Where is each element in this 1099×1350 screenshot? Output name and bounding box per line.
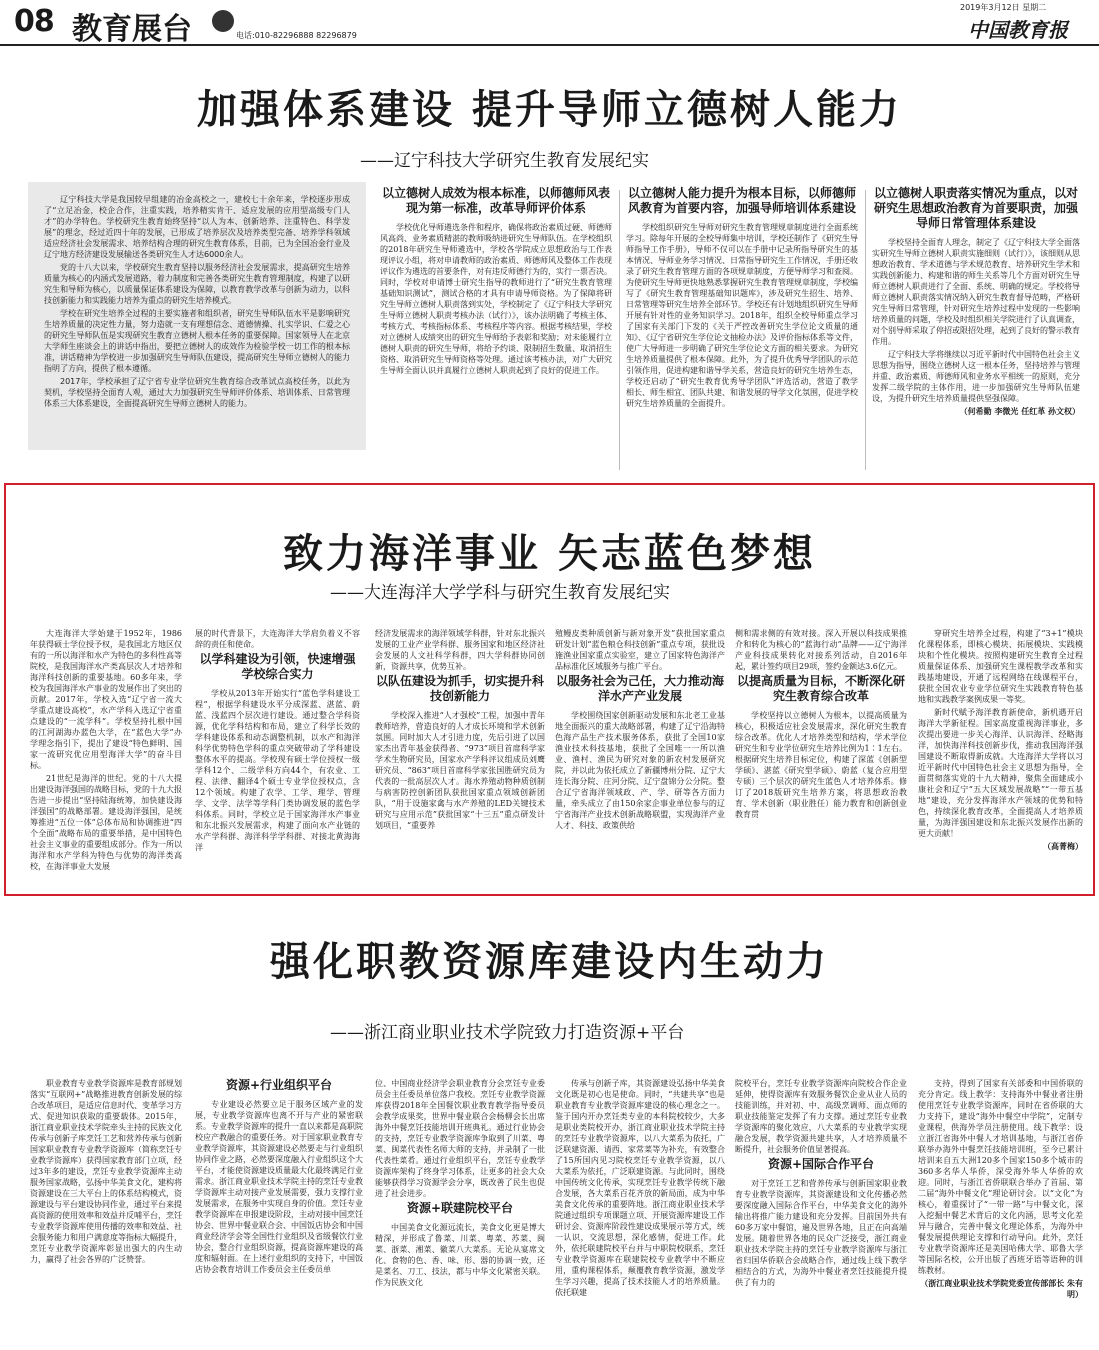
intro-paragraph: 学校在研究生培养全过程的主要实施者和组织者，研究生导师队伍水平是影响研究生培养质量的决定性力量，努力造就一支有理想信念、道德情操、扎实学识、仁爱之心的研究生导师队伍是实现研究生教育立德树人根本任务的重要保障。国家领导人在北京大学师生座谈会上的讲话中指出，要把立德树人的成效作为检验学校一切工作的根本标准，讲话精神为学校进一步加强研究生导师队伍建设，提高研究生导师立德树人的能力指明了方向，提供了根本遵循。 (44, 309, 350, 373)
column-paragraph: 辽宁科技大学将继续以习近平新时代中国特色社会主义思想为指导，围绕立德树人这一根本任务，坚持培养与管理并重、政治素质、师德师风和业务水平相统一的原则，充分发挥二级学院的主体作用，进一步加强研究生导师队伍建设，为提升研究生培养质量提供坚强保障。 (872, 350, 1080, 403)
column-paragraph: 院校平台，烹饪专业教学资源库向院校合作企业延伸，使得资源库有效服务餐饮企业从业人员的技能训练，并对初、中、高级烹调师、面点师的职业技能鉴定发挥了有力支撑。通过烹饪专业教学资源库的聚化效应，八大菜系的专业教学实现融合发展，教学资源共建共享，人才培养质量不断提升，社会服务价值显著提高。 (735, 1079, 907, 1154)
column-heading: 以服务社会为己任，大力推动海洋水产产业发展 (555, 674, 724, 703)
column-heading: 以队伍建设为抓手，切实提升科技创新能力 (375, 674, 544, 703)
column-paragraph: 穿研究生培养全过程，构建了“3+1”模块化课程体系，即核心模块、拓展模块、实践模块和个性化模块。按照构建研究生教育全过程质量保证体系、加强研究生课程教学改革和实践基地建设，开通了远程网络在线课程平台，获批全国农业专业学位研究生实践教育特色基地和实践教学案例成果一等奖。 (918, 629, 1083, 704)
article3-column (918, 1078, 1083, 1340)
phone-number: 电话:010-82296888 82296879 (236, 31, 357, 40)
column-heading: 以学科建设为引领，快速增强学校综合实力 (199, 652, 356, 681)
column-divider (619, 190, 620, 470)
column-paragraph: 大连海洋大学始建于1952年，1986年获得硕士学位授予权，是我国北方地区仅有的一所以海洋和水产为特色的多科性高等院校，是我国海洋水产类高层次人才培养和海洋科技创新的重要基地。60多年来，学校为我国海洋水产事业的发展作出了突出的贡献。2017年，学校入选“辽宁省一流大学重点建设高校”，水产学科入选辽宁省重点建设的“一流学科”。学校坚持扎根中国的江河湖海办蓝色大学，在“蓝色大学”办学理念指引下，提出了建设“特色鲜明、国家一流研究优应用型海洋大学”的奋斗目标。 (30, 629, 182, 770)
column-paragraph: 侧和需求侧的有效对接。深入开展以科技成果推介和转化为核心的“蓝海行动”品牌——辽宁海洋产业科技成果转化对接系列活动，自2016年起，累计签约项目29项，签约金额达3.6亿元。 (735, 629, 907, 671)
article3-column (195, 1078, 363, 1340)
article3-column (555, 1078, 725, 1340)
paper-name: 中国教育报 (968, 18, 1068, 42)
article2-column (30, 628, 182, 886)
column-heading: 资源+联建院校平台 (406, 1201, 514, 1215)
column-paragraph: 对于烹饪工艺和营养传承与创新国家职业教育专业教学资源库，其资源建设和文化传播必然要深度融入国际合作平台，中华美食文化的海外输出将推广能力建设和充分发挥。目前国外共有60多万家中餐馆，遍及世界各地，且正在向高端发展。随着世界各地的民众广泛接受，浙江商业职业技术学院主持的烹饪专业教学资源库与浙江省归国华侨联合会战略合作，通过线上线下教学相结合的方式，为海外中餐业者烹饪技能提升提供了有力的 (735, 1179, 907, 1287)
intro-paragraph: 党的十八大以来，学校研究生教育坚持以服务经济社会发展需求，提高研究生培养质量为核心的内涵式发展道路，着力制度和完善各类研究生教育管理制度，构建了以研究生和导师为核心，以质量保证体系建设为保障，以教育教学改革与创新为动力，以科技创新能力和实践能力培养为重点的研究生培养模式。 (44, 263, 350, 305)
article1-title: 加强体系建设 提升导师立德树人能力 (197, 87, 902, 133)
column-paragraph: 21世纪是海洋的世纪。党的十八大提出建设海洋强国的战略目标，党的十九大报告进一步提出“坚持陆海统筹，加快建设海洋强国”的战略部署。建设海洋强国，是统筹推进“五位一体”总体布局和协调推进“四个全面”战略布局的重要举措，是中国特色社会主义事业的重要组成部分。作为一所以海洋和水产学科为特色与优势的海洋类高校，在海洋事业大发展 (30, 774, 182, 871)
article2-column (918, 628, 1083, 886)
article1-subtitle: ——辽宁科技大学研究生教育发展纪实 (360, 151, 649, 171)
article2-column (375, 628, 545, 886)
column-paragraph: 学校坚持以立德树人为根本，以提高质量为核心，积极适应社会发展需求，深化研究生教育综合改革。优化人才培养类型和结构，学术学位研究生和专业学位研究生培养比例为1∶1左右。根据研究生培养目标定位，构建了深蓝《创新型学硕》、湛蓝《研究型学硕》、蔚蓝（复合应用型专硕）三个层次的研究生蓝色人才培养体系。修订了2018版研究生培养方案，将思想政治教育、学术创新（职业胜任）能力教育和创新创业教育贯 (735, 711, 907, 819)
issue-date: 2019年3月12日 星期二 (960, 3, 1047, 12)
column-paragraph: 学校优化导师遴选条件和程序，确保将政治素质过硬、师德师风高尚、业务素质精湛的教师吸纳进研究生导师队伍。在学校组织的2018年研究生导师遴选中，学校各学院成立思想政治与工作表现评议小组，将对申请教师的政治素质、师德师风及整体工作表现评议作为遴选的首要条件，对有违反师德行为的，实行一票否决。同时，学校对申请博士研究生指导的教师进行了“研究生教育管理基础知识测试”，测试合格的才具有申请导师资格。为了保障将研究生导师立德树人职责落到实处，学校制定了《辽宁科技大学研究生导师立德树人职责考核办法（试行）》，该办法明确了考核主体、考核方式、考核指标体系、考核程序等内容。根据考核结果，学校对立德树人成绩突出的研究生导师给予表彰和奖励；对未能履行立德树人职责的研究生导师，将给予约谈、限制招生数量、取消招生资格、取消研究生导师资格等处理。通过该考核办法，对广大研究生导师全面认识并真履行立德树人职责起到了良好的促进工作。 (380, 223, 612, 375)
article1-column (872, 186, 1080, 476)
article1-intro-box (28, 182, 366, 450)
article3-column (735, 1078, 907, 1340)
column-paragraph: 学校围绕国家创新驱动发展和东北老工业基地全面振兴的重大战略部署，构建了辽宁沿海特色海产品生产技术服务体系，获批了全国10家渔业技术科技基地，获批了全国唯一一所以渔业、渔村、渔民为研究对象的新农村发展研究院，并以此为依托成立了新疆博州分院、辽宁大连长海分院、庄河分院、辽宁盘锦分公分院。整合辽宁省海洋领域政、产、学、研等各方面力量，牵头成立了由150余家企事业单位参与的辽宁省海洋产业技术创新战略联盟，实现海洋产业人才、科技、政策供给 (555, 711, 725, 830)
article3-column (375, 1078, 545, 1340)
article2-column (555, 628, 725, 886)
column-paragraph: 位、中国商业经济学会职业教育分会烹饪专业委员会主任委员单位落户我校。烹饪专业教学资源库获得2018年全国餐饮职业教育教学指导委员会教学成果奖，世界中餐业联合会杨柳会长出席海外中餐烹饪技能培训开班典礼。通过行业协会的支持，烹饪专业教学资源库争取到了川菜、粤菜、闽菜代表性名师大师的支持，并录制了一批代表性菜肴。通过行业组织平台，烹饪专业教学资源库架构了终身学习体系，让更多的社会大众能够获得学习资源学会分享，既改善了民生也促进了社会进步。 (375, 1079, 545, 1198)
column-paragraph: 专业建设必然要立足于服务区域产业的发展，专业教学资源库也离不开与产业的紧密联系。专业教学资源库的提升一直以来都是高职院校应产教融合的重要任务。对于国家职业教育专业教学资源库，其资源建设必然要走与行业组织协同作业之路，必然要深度融入行业组织这个大平台，才能使资源建设质量最大化最终满足行业需求。浙江商业职业技术学院主持的烹饪专业教学资源库主动对接产业发展需要，强力支撑行业发展需求，在服务中实现自身的价值。烹饪专业教学资源库在申报建设阶段，主动对接中国烹饪协会、世界中餐业联合会、中国饭店协会和中国商业经济学会等全国性行业组织及省级餐饮行业协会，整合行业组织资源，提高资源库建设的高度和辐射面。在上述行业组织的支持下，中国饭店协会教育培训工作委员会主任委员单 (195, 1100, 363, 1274)
intro-paragraph: 2017年，学校承担了辽宁省专业学位研究生教育综合改革试点高校任务，以此为契机，学校坚持全面育人观，通过大力加强研究生导师评价体系、培训体系、日常管理体系三大体系建设，全面提高研究生导师立德树人的能力。 (44, 377, 350, 408)
article2-column (195, 628, 360, 886)
intro-paragraph: 辽宁科技大学是我国较早组建的冶金高校之一，建校七十余年来，学校逐步形成了“立足冶金，校企合作，注重实践，培养精实肯干、适应发展的应用型高级专门人才”的办学特色。学校研究生教育始终坚持“以人为本、创新培养、注重特色、科学发展”的理念，经过近四十年的发展，已形成了培养层次及培养类型完备、培养学科领域适应经济社会发展需求、培养结构合理的研究生教育体系，目前，已为全国冶金行业及辽宁地方经济建设发展输送各类研究生人才达6000余人。 (44, 195, 350, 259)
article3-subtitle: ——浙江商业职业技术学院致力打造资源+平台 (330, 1023, 685, 1043)
column-heading: 以立德树人成效为根本标准，以师德师风表现为第一标准，改革导师评价体系 (381, 186, 610, 215)
article2-column (735, 628, 907, 886)
column-heading: 资源+国际合作平台 (767, 1157, 875, 1171)
page-number: 08 (14, 4, 54, 39)
column-paragraph: 中国美食文化源远流长，美食文化更是博大精深，并形成了鲁菜、川菜、粤菜、苏菜、闽菜、浙菜、湘菜、徽菜八大菜系。无论从宴席文化、食物的色、香、味、形、器的协调一致，还是菜名、刀工、技法，都与中华文化紧密关联。作为民族文化 (375, 1223, 545, 1287)
article3-column (30, 1078, 182, 1340)
column-paragraph: 支持，得到了国家有关部委和中国侨联的充分肯定。线上教学：支持海外中餐业者注册使用烹饪专业教学资源库，同时在省侨联的大力支持下，建设“海外中餐空中学院”，定制专业课程，供海外学员注册使用。线下教学：设立浙江省海外中餐人才培训基地，与浙江省侨联举办海外中餐烹饪技能培训班，至今已累计培训来自五大洲120多个国家150多个城市的360多名华人华侨，深受海外华人华侨的欢迎。同时，与浙江省侨联联合举办了首届、第二届“海外中餐文化”理论研讨会。以“文化”为核心，着重探讨了“一带一路”与中餐文化，深入挖掘中餐艺术背后的文化内涵，思考文化差异与融合，完善中餐文化理论体系，为海外中餐发展提供理论支撑和行动导向。此外，烹饪专业教学资源库还是美国哈佛大学、耶鲁大学等国际名校，公开出版了西班牙语等语种的训练教材。 (918, 1079, 1083, 1275)
column-heading: 以立德树人能力提升为根本目标，以师德师风教育为首要内容，加强导师培训体系建设 (627, 186, 856, 215)
column-paragraph: 职业教育专业教学资源库是教育部规划落实“互联网+”战略推进教育创新发展的综合改革项目，是适应信息时代、变革学习方式、促进知识获取的重要载体。2015年，浙江商业职业技术学院牵头主持的民族文化传承与创新子库烹饪工艺和营养传承与创新国家职业教育专业教学资源库（简称烹饪专业教学资源库）获得国家教育部门立项，经过3年多的建设，烹饪专业教学资源库主动服务国家战略，弘扬中华美食文化，建构将资源建设在三大平台上的体系结构模式，资源建设与平台建设协同作业，通过平台来提高资源的使用效率和效益并反哺平台，烹饪专业教学资源库使用传播的效率和效益、社会服务能力和用户满意度等指标大幅提升，烹饪专业教学资源库彰显出强大的内生动力，赢得了社会各界的广泛赞誉。 (30, 1079, 182, 1264)
section-title: 教育展台 (72, 12, 192, 47)
column-heading: 以立德树人职责落实情况为重点，以对研究生思想政治教育为首要职责，加强导师日常管理体系建设 (873, 186, 1078, 230)
section-logo-icon (212, 10, 234, 32)
article3-title: 强化职教资源库建设内生动力 (270, 939, 829, 985)
column-paragraph: 学校深入推进“人才强校”工程，加强中青年教师培养，营造良好的人才成长环境和学术创新氛围。同时加大人才引进力度，先后引进了以国家杰出青年基金获得者、“973”项目首席科学家学术生物研究员，国家水产学科评议组成员刘鹰研究员、“863”项目首席科学家张国胜研究员为代表的一批高层次人才。海水养殖动物种质创制与病害防控创新团队获批国家重点领域创新团队，“用于设施家禽与水产养殖的LED关键技术研究与应用示范”获批国家“十三五”重点研发计划项目，“重要养 (375, 711, 545, 830)
masthead (0, 0, 1099, 46)
byline: （高菁梅） (1043, 841, 1083, 851)
byline: （何希勤 李微光 任红革 孙文权） (959, 406, 1080, 416)
article2-subtitle: ——大连海洋大学学科与研究生教育发展纪实 (330, 583, 670, 603)
column-paragraph: 学校坚持全面育人理念，制定了《辽宁科技大学全面落实研究生导师立德树人职责实施细则（试行）》，该细则从思想政治教育、学术道德与学术规范教育、培养研究生学术和实践创新能力、构建和谐的师生关系等几个方面对研究生导师立德树人职责进行了全面、系统、明确的规定。学校将导师立德树人职责落实情况纳入研究生教育督导范畴，严格研究生导师日常管理，针对研究生培养过程中发现的一些影响培养质量的问题，学校及时组织相关学院进行了认真调查，对个别导师采取了停招或限招处理，起到了良好的警示教育作用。 (872, 238, 1080, 346)
column-heading: 资源+行业组织平台 (225, 1078, 333, 1092)
byline: （浙江商业职业技术学院党委宣传部部长 朱有明） (920, 1278, 1083, 1299)
article1-column (626, 186, 858, 476)
column-paragraph: 传承与创新子库，其资源建设弘扬中华美食文化既是初心也是使命。同时，“共建共享”也是职业教育专业教学资源库建设的核心理念之一。鉴于国内开办烹饪类专业的本科院校较少，大多是职业类院校开办，浙江商业职业技术学院主持的烹饪专业教学资源库，以八大菜系为依托，广泛联建资源、请西、家常菜等为补充，有效整合了15所国内见习院校烹饪专业教学资源，以八大菜系为依托，广泛联建资源。与此同时，围绕中国传统文化传承，实现烹饪专业教学传统下融合发展，各大菜系百花齐放的新局面，成为中华美食文化传承的重要阵地。浙江商业职业技术学院通过组织专项课题立项、开展资源库建设工作研讨会、资源库阶段性建设成果展示等方式，统一认识，交流思想，深化感情，促进工作。此外，依托联建院校平台并与中职院校联系，烹饪专业教学资源库在联建院校专业教学中不断应用，重构课程体系，颠覆教育教学资源，激发学生学习兴趣，提高了技术技能人才的培养质量。依托联建 (555, 1079, 725, 1297)
column-paragraph: 展的时代背景下，大连海洋大学肩负着义不容辞的责任和使命。 (195, 629, 360, 649)
column-paragraph: 经济发展需求的海洋领域学科群，针对东北振兴发展的工业产业学科群、服务国家和地区经济社会发展的人文社科学科群，四大学科群协同创新，资源共享，优势互补。 (375, 629, 545, 671)
column-paragraph: 学校从2013年开始实行“蓝色学科建设工程”，根据学科建设水平分成深蓝、湛蓝、蔚蓝、浅蓝四个层次进行建设。通过整合学科资源，优化学科结构和布局，建立了科学长效的学科建设体系和动态调整机制，以水产和海洋科学优势特色学科的重点突破带动了学科建设整体水平的提高。学校现有硕士学位授权一级学科12个、二级学科方向44个，有农业、工程、法律、翻译4个硕士专业学位授权点，含12个领域。构建了农学、工学、理学、管理学、文学、法学等学科门类协调发展的蓝色学科体系。同时，学校立足于国家海洋水产事业和东北振兴发展需求，构建了面向水产业链的水产学科群、海洋科学学科群、对接北黄海海洋 (195, 689, 360, 852)
column-heading: 以提高质量为目标，不断深化研究生教育综合改革 (736, 674, 905, 703)
column-paragraph: 新时代赋予海洋教育新使命，新机遇开启海洋大学新征程。国家高度重视海洋事业，多次提出要进一步关心海洋、认识海洋、经略海洋，加快海洋科技创新步伐，推动我国海洋强国建设不断取得新成就。大连海洋大学将以习近平新时代中国特色社会主义思想为指导，全面贯彻落实党的十九大精神，聚焦全面建成小康社会和辽宁“五大区域发展战略”“一带五基地”建设，充分发挥海洋水产领域的优势和特色，持续深化教育改革，全面提高人才培养质量，为海洋强国建设和东北振兴发展作出新的更大贡献！ (918, 708, 1083, 838)
article2-title: 致力海洋事业 矢志蓝色梦想 (283, 531, 816, 577)
column-paragraph: 殖鳗皮类种质创新与新对象开发”获批国家重点研发计划“蓝色粮仓科技创新”重点专项，获批设施渔业国家重点实验室，建立了国家特色海洋产品标准化区域服务与推广平台。 (555, 629, 725, 671)
article1-column (380, 186, 612, 476)
column-divider (865, 190, 866, 470)
column-paragraph: 学校组织研究生导师对研究生教育管理规章制度进行全面系统学习。除每年开展的全校导师集中培训，学校还制作了《研究生导师指导工作手册》，导师不仅可以在手册中记录所指导研究生的基本情况、导师业务学习情况、日常指导研究生工作情况，手册还收录了研究生教育管理方面的各项规章制度，方便导师学习和查阅。为使研究生导师更快地熟悉掌握研究生教育管理规章制度，学校编写了《研究生教育管理基础知识题库》，涉及研究生招生、培养、日常管理等研究生培养全部环节。学校还有计划地组织研究生导师开展有针对性的业务知识学习。2018年，组织全校导师重点学习了国家有关部门下发的《关于严控改善研究生学位论文质量的通知》、《辽宁省研究生学位论文抽检办法》及评价指标体系等文件，使广大导师进一步明确了研究生学位论文方面的相关要求。为研究生培养质量提供了根本保障。此外，为了提升优秀导学团队的示范引领作用，促进构建和谐导学关系，营造良好的研究生培养生态，学校还启动了“研究生教育优秀导学团队”评选活动，营造了教学相长、师生相宜、团队共建、和谐发展的导学文化氛围，促进学校研究生培养质量的全面提升。 (626, 223, 858, 408)
